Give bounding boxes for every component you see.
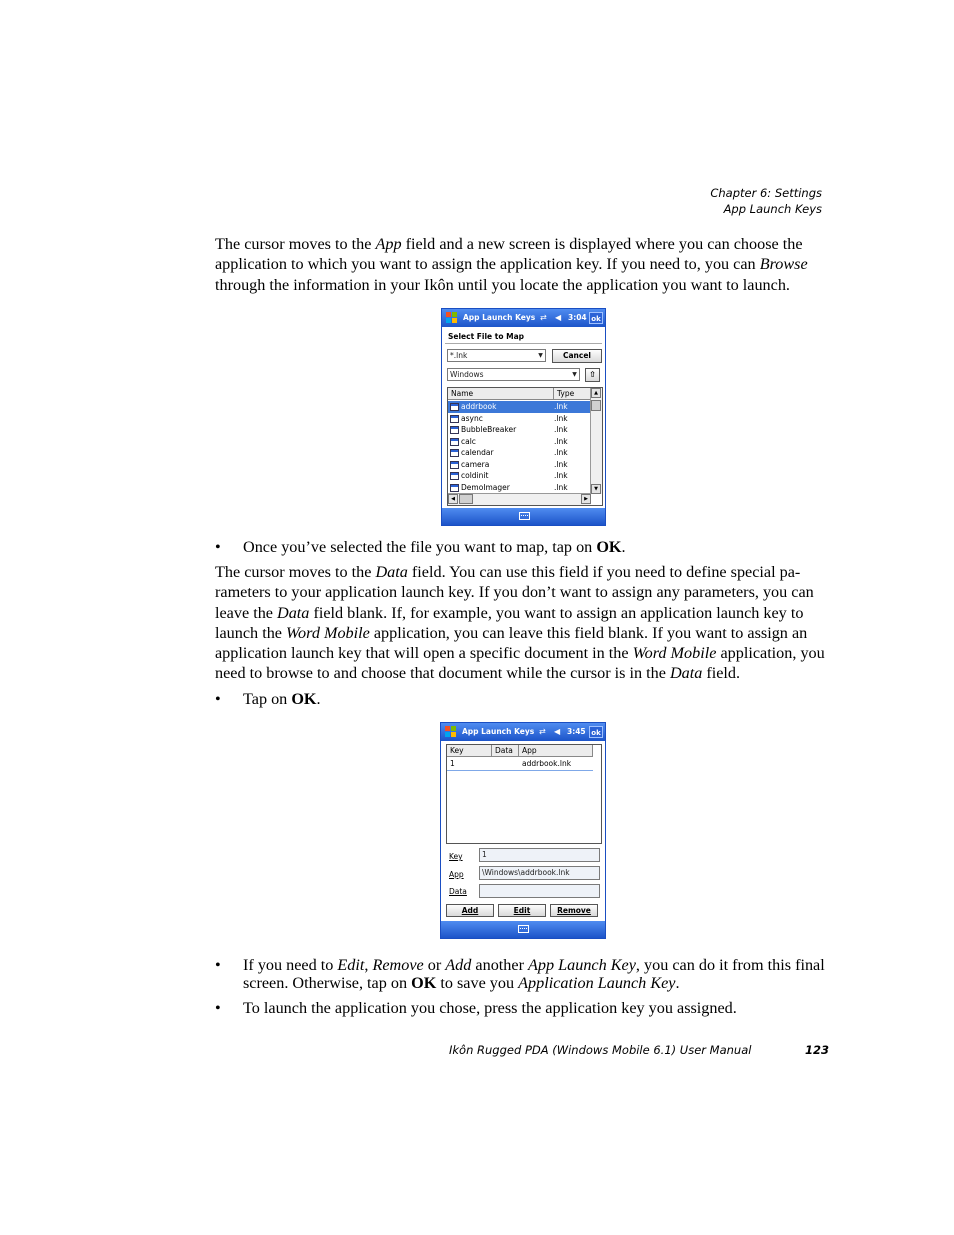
file-row[interactable] <box>448 436 592 448</box>
column-header-name[interactable]: Name <box>448 388 554 400</box>
shortcut-icon <box>450 415 459 423</box>
file-type: .lnk <box>554 448 568 457</box>
keyboard-icon[interactable] <box>519 512 530 520</box>
windows-start-icon[interactable] <box>444 725 457 738</box>
scroll-thumb[interactable] <box>591 400 601 411</box>
volume-icon[interactable]: ◀ <box>554 727 561 736</box>
row-key: 1 <box>450 759 455 768</box>
file-row[interactable] <box>448 459 592 471</box>
file-name: coldinit <box>461 471 489 480</box>
data-field[interactable] <box>479 884 600 898</box>
remove-button[interactable]: Remove <box>550 904 598 917</box>
column-header-key[interactable]: Key <box>447 745 492 757</box>
windows-start-icon[interactable] <box>445 311 458 324</box>
file-row[interactable] <box>448 424 592 436</box>
window-title: App Launch Keys <box>462 727 535 736</box>
select-file-screenshot <box>441 308 606 526</box>
column-header-data[interactable]: Data <box>492 745 519 757</box>
footer-title: Ikôn Rugged PDA (Windows Mobile 6.1) User Manual <box>449 1043 752 1057</box>
cancel-button[interactable]: Cancel <box>552 349 602 363</box>
file-name: async <box>461 413 483 423</box>
file-type: .lnk <box>554 425 568 434</box>
app-field[interactable]: \Windows\addrbook.lnk <box>479 866 600 880</box>
title-bar <box>442 309 605 327</box>
bullet-glyph: • <box>215 956 221 974</box>
file-type-select[interactable] <box>447 349 546 362</box>
shortcut-icon <box>450 438 459 446</box>
page-number: 123 <box>804 1043 829 1057</box>
file-row[interactable] <box>448 401 592 413</box>
window-title: App Launch Keys <box>463 313 536 322</box>
shortcut-icon <box>450 484 459 492</box>
scroll-down-icon[interactable]: ▼ <box>591 484 601 494</box>
clock-time[interactable]: 3:04 <box>568 313 587 322</box>
ok-button[interactable]: ok <box>589 726 603 738</box>
shortcut-icon <box>450 426 459 434</box>
scroll-up-icon[interactable]: ▲ <box>591 388 601 398</box>
file-row[interactable] <box>448 470 592 482</box>
dropdown-arrow-icon: ▼ <box>572 371 577 378</box>
app-label: App <box>449 870 464 879</box>
file-row[interactable] <box>448 447 592 459</box>
running-header-section: App Launch Keys <box>723 202 822 216</box>
connectivity-icon[interactable]: ⇄ <box>539 727 546 736</box>
file-type: .lnk <box>554 459 568 469</box>
ok-button[interactable]: ok <box>589 312 603 324</box>
app-launch-keys-screenshot <box>440 722 606 939</box>
file-name: BubbleBreaker <box>461 425 517 434</box>
column-header-app[interactable]: App <box>519 745 593 757</box>
shortcut-icon <box>450 472 459 480</box>
title-bar <box>441 723 605 741</box>
file-type: .lnk <box>554 482 568 492</box>
data-field-paragraph: The cursor moves to the Data field. You can use this field if you need to define special pa-rameters to your application launch key. If you don’t want to assign any parameters, you can leave the Data field blank. If, for example, you want to assign an application launch key to launch the Word Mobile application, you can leave this field blank. If you want to assign an application launch key that will open a specific document in the Word Mobile application, you need to browse to and choose that document while the cursor is in the Data field. <box>215 563 825 683</box>
edit-button[interactable]: Edit <box>498 904 546 917</box>
data-label: Data <box>449 887 467 896</box>
menu-bar <box>442 508 605 525</box>
key-list[interactable] <box>446 744 602 844</box>
folder-value: Windows <box>450 370 484 379</box>
file-type: .lnk <box>554 413 568 423</box>
keyboard-icon[interactable] <box>518 925 529 933</box>
file-type: .lnk <box>554 402 568 411</box>
file-type: .lnk <box>554 471 568 480</box>
file-name: camera <box>461 459 490 469</box>
file-row[interactable] <box>448 482 592 494</box>
connectivity-icon[interactable]: ⇄ <box>540 313 547 322</box>
file-row[interactable] <box>448 413 592 425</box>
file-list[interactable] <box>447 387 603 506</box>
bullet-glyph: • <box>215 690 221 708</box>
shortcut-icon <box>450 461 459 469</box>
dropdown-arrow-icon: ▼ <box>538 352 543 359</box>
key-label: Key <box>449 852 463 861</box>
folder-select[interactable] <box>447 368 580 381</box>
shortcut-icon <box>450 449 459 457</box>
column-header-type[interactable]: Type <box>554 388 593 400</box>
file-name: calendar <box>461 448 494 457</box>
folder-up-button[interactable] <box>585 368 600 382</box>
bullet-text: To launch the application you chose, press the application key you assigned. <box>243 999 737 1017</box>
intro-paragraph: The cursor moves to the App field and a new screen is displayed where you can choose the application to which you want to assign the application key. If you need to, you can Browse through the information in your Ikôn until you locate the application you want to launch. <box>215 235 808 294</box>
add-button[interactable]: Add <box>446 904 494 917</box>
file-type-value: *.lnk <box>450 351 468 360</box>
horizontal-scrollbar[interactable] <box>448 493 591 505</box>
file-name: addrbook <box>461 402 497 411</box>
vertical-scrollbar[interactable] <box>590 388 602 494</box>
menu-bar <box>441 921 605 938</box>
file-name: DemoImager <box>461 482 510 492</box>
folder-up-icon: ⇧ <box>589 370 596 379</box>
key-field[interactable]: 1 <box>479 848 600 862</box>
key-row[interactable] <box>447 758 593 771</box>
running-header-chapter: Chapter 6: Settings <box>710 186 822 200</box>
dialog-heading: Select File to Map <box>448 332 524 341</box>
file-type: .lnk <box>554 436 568 446</box>
row-app: addrbook.lnk <box>522 759 572 768</box>
volume-icon[interactable]: ◀ <box>555 313 562 322</box>
bullet-glyph: • <box>215 538 221 556</box>
scroll-right-icon[interactable]: ▶ <box>581 494 591 504</box>
shortcut-icon <box>450 403 459 411</box>
scroll-left-icon[interactable]: ◀ <box>448 494 458 504</box>
divider <box>445 343 602 344</box>
bullet-glyph: • <box>215 999 221 1017</box>
scroll-thumb[interactable] <box>459 494 473 504</box>
file-name: calc <box>461 436 476 446</box>
clock-time[interactable]: 3:45 <box>567 727 586 736</box>
